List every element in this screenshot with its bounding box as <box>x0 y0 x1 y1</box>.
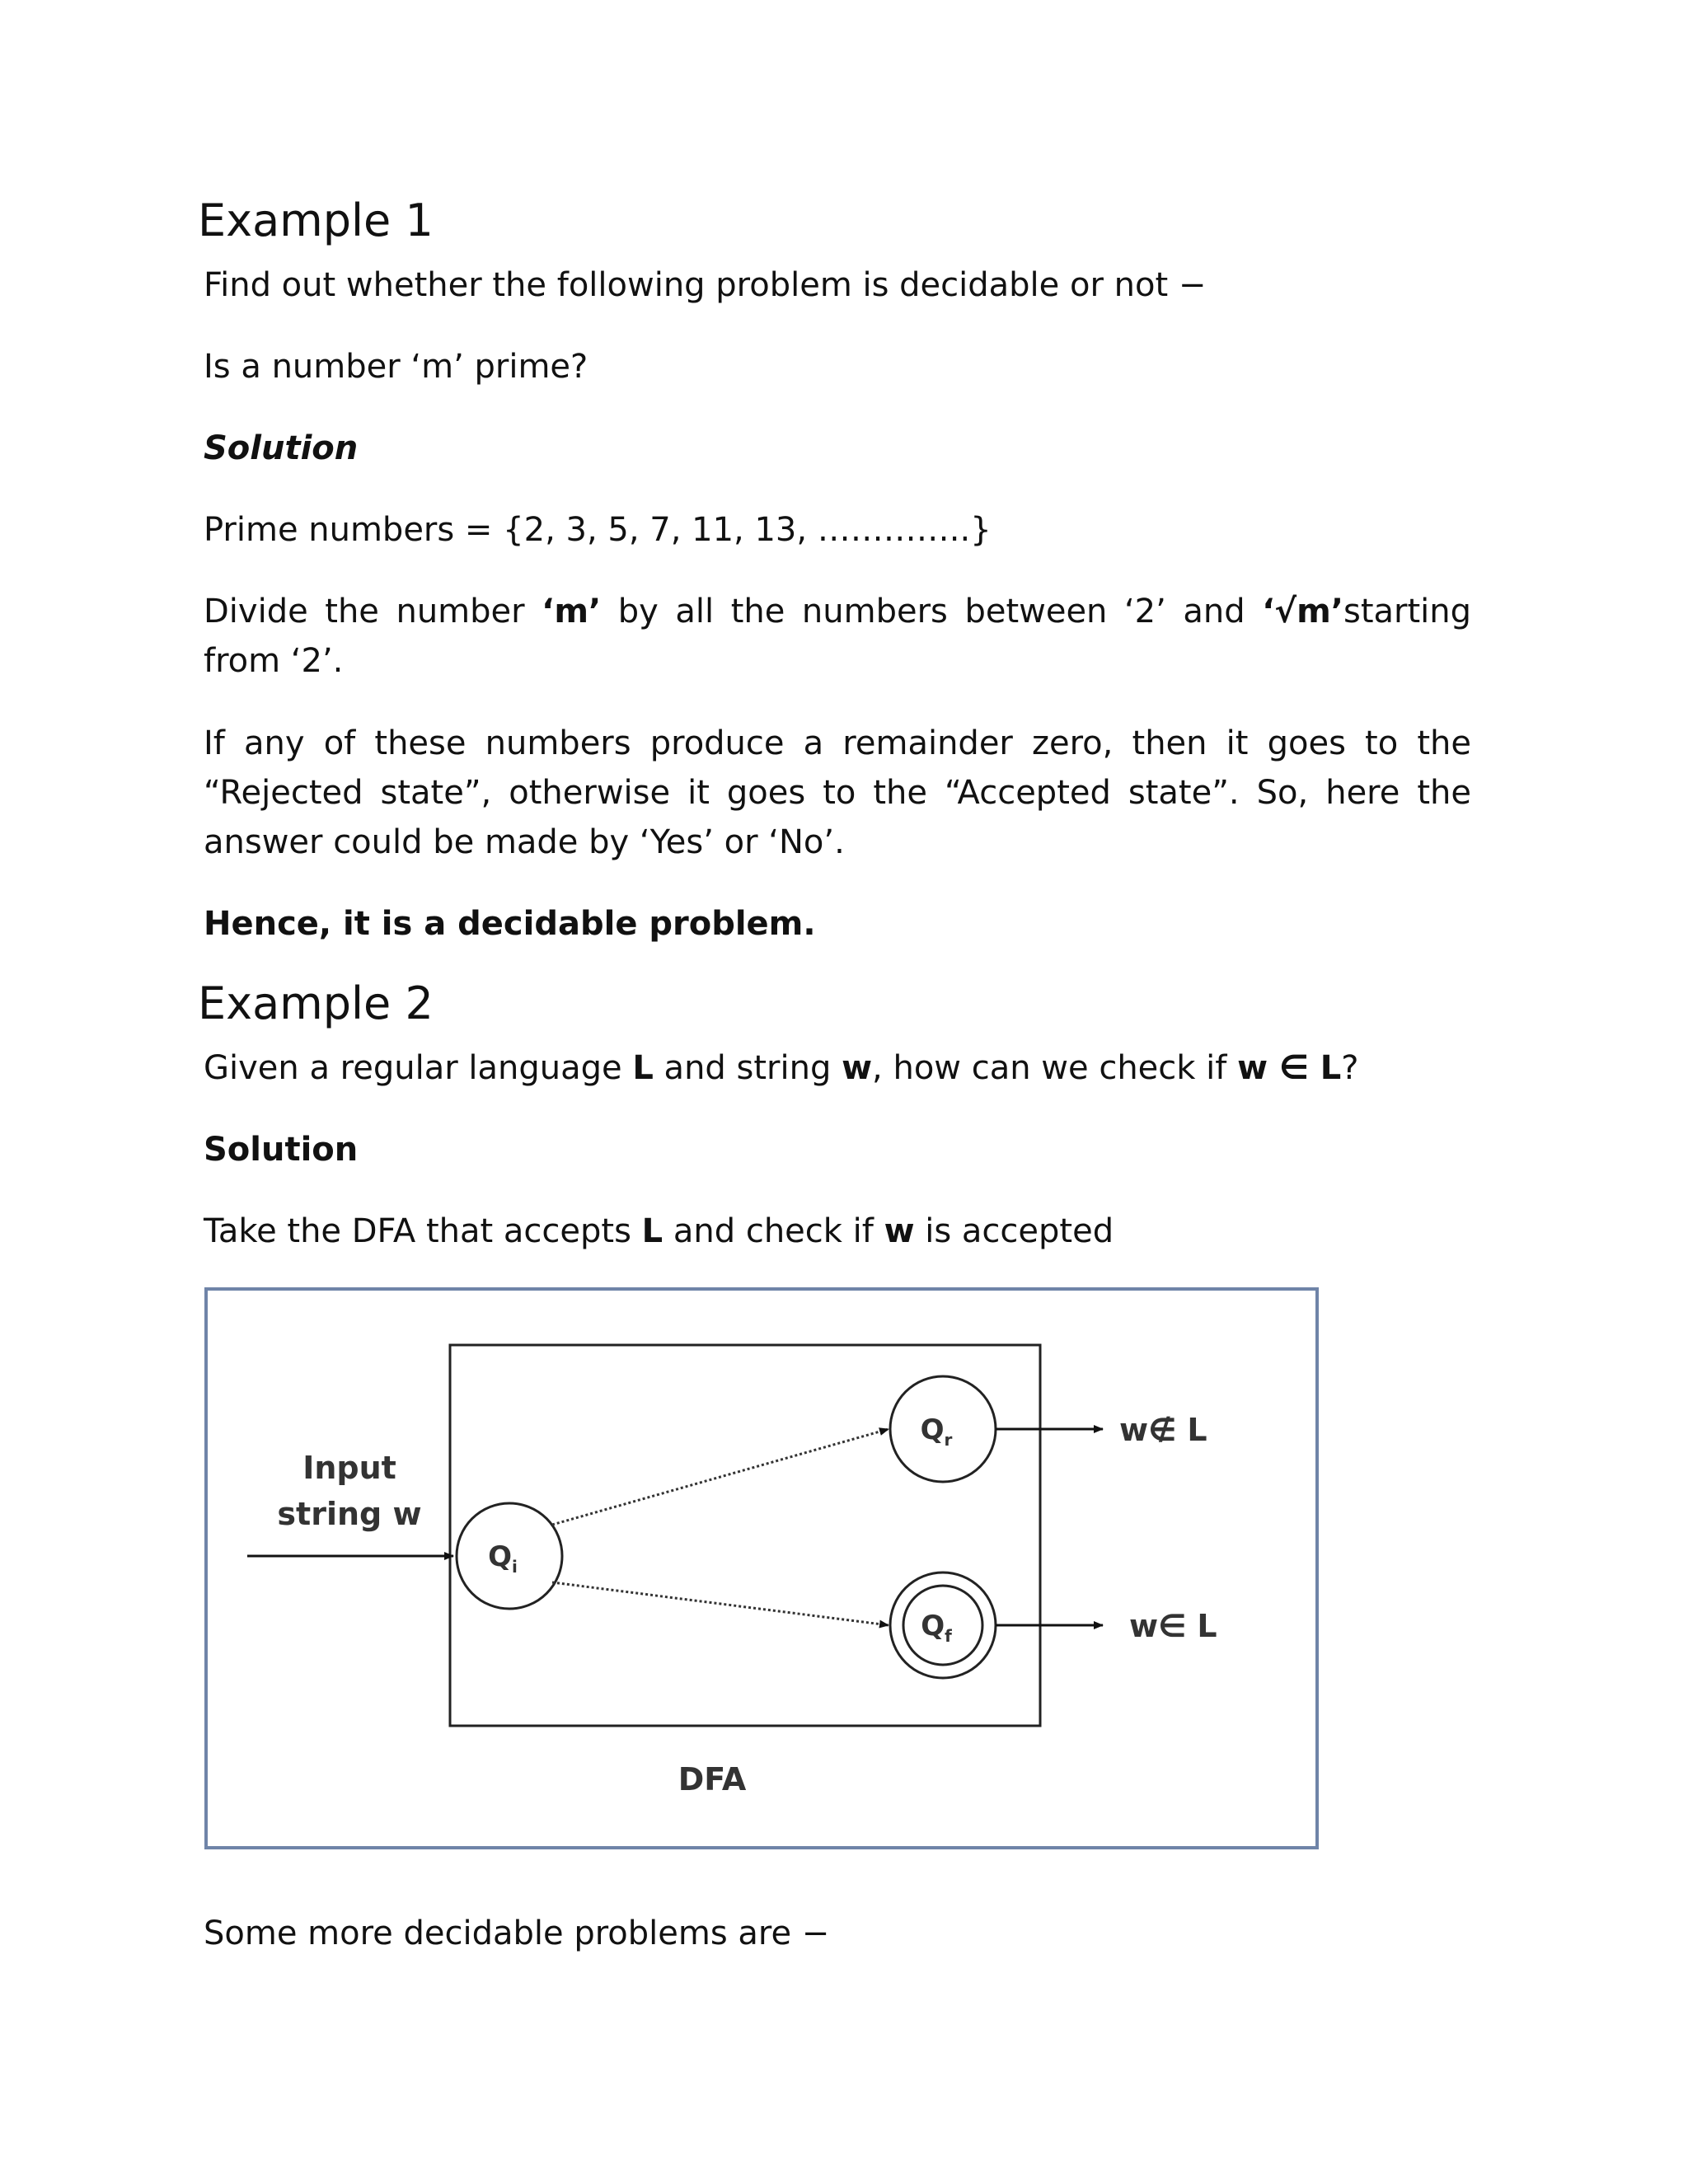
w-in-L: w ∈ L <box>1237 1049 1342 1087</box>
string-w: w <box>884 1212 915 1250</box>
take-dfa-line: Take the DFA that accepts L and check if w is accepted <box>204 1212 1114 1250</box>
string-w: w <box>842 1049 873 1087</box>
example-1-problem: Is a number ‘m’ prime? <box>204 348 588 386</box>
example-2-heading: Example 2 <box>198 977 434 1029</box>
closing-line: Some more decidable problems are − <box>204 1915 830 1952</box>
accept-transition <box>552 1582 889 1625</box>
dfa-diagram <box>204 1287 1319 1849</box>
example-2-question: Given a regular language L and string w, how can we check if w ∈ L? <box>204 1049 1359 1087</box>
example-1-conclusion: Hence, it is a decidable problem. <box>204 905 816 943</box>
divide-line-1: Divide the number ‘m’ by all the numbers between ‘2’ and ‘√m’starting <box>204 593 1472 630</box>
sqrt-m: ‘√m’ <box>1262 593 1343 630</box>
accept-output-label: w∈ L <box>1129 1608 1217 1644</box>
language-L: L <box>641 1212 663 1250</box>
variable-m: ‘m’ <box>542 593 602 630</box>
divide-line-2: from ‘2’. <box>204 642 344 680</box>
example-1-question: Find out whether the following problem is decidable or not − <box>204 266 1207 304</box>
state-final-label: $Q_f$ <box>921 1610 952 1646</box>
example-1-heading: Example 1 <box>198 194 434 246</box>
remainder-paragraph: If any of these numbers produce a remainder zero, then it goes to the “Rejected state”, otherwise it goes to the “Accepted state”. So, here the answer could be made by ‘Yes’ or ‘No’. <box>204 724 1471 861</box>
example-2-solution-label: Solution <box>204 1131 359 1169</box>
example-1-solution-label: Solution <box>204 429 359 467</box>
dfa-label: DFA <box>678 1761 747 1797</box>
input-label-line-2: string w <box>277 1496 422 1532</box>
state-initial-label: $Q_i$ <box>488 1540 518 1577</box>
language-L: L <box>632 1049 654 1087</box>
dfa-diagram-svg <box>208 1291 1315 1846</box>
reject-transition <box>552 1429 889 1525</box>
prime-numbers-line: Prime numbers = {2, 3, 5, 7, 11, 13, …………..} <box>204 511 992 549</box>
divide-paragraph <box>204 587 1471 686</box>
state-reject-label: $Q_r$ <box>920 1413 953 1450</box>
input-label-line-1: Input <box>302 1450 396 1486</box>
reject-output-label: w∉ L <box>1119 1412 1207 1448</box>
